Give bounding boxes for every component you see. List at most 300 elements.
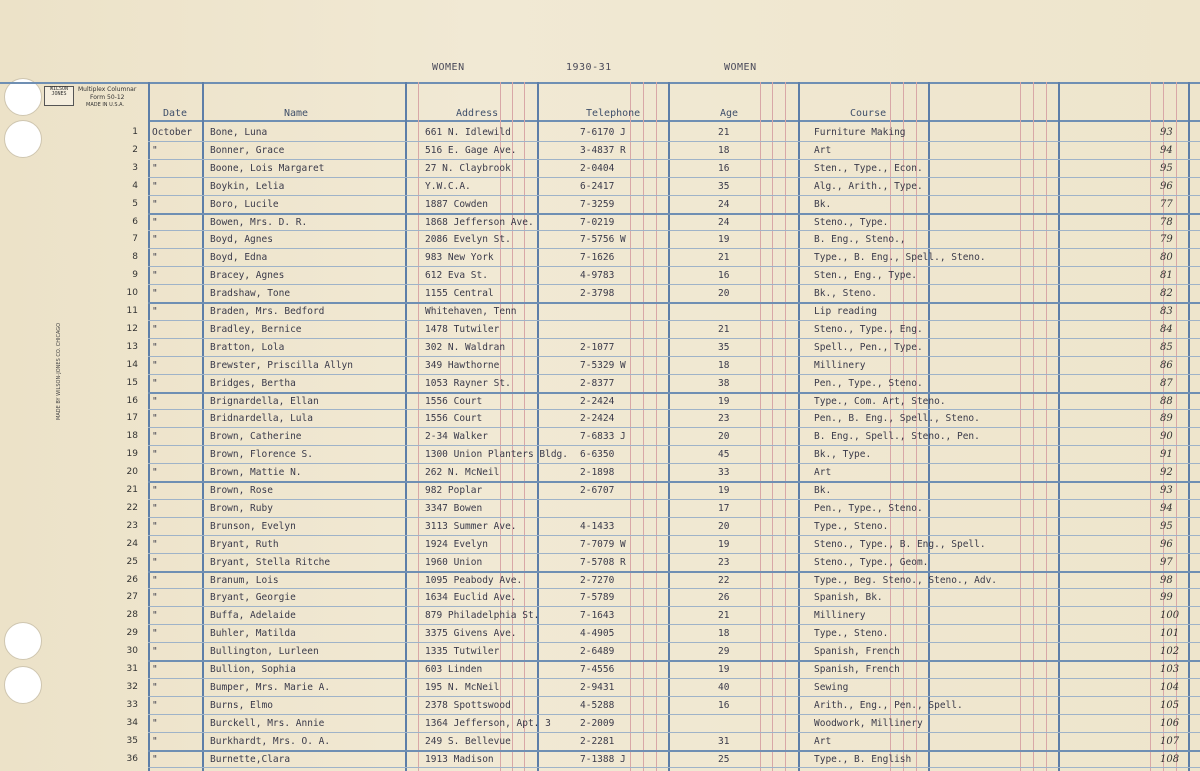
- table-row: [0, 267, 1200, 284]
- address-cell: 1913 Madison: [425, 753, 494, 765]
- address-cell: 1300 Union Planters Bldg.: [425, 449, 568, 461]
- course-cell: Steno., Type.: [814, 216, 889, 228]
- age-cell: 18: [718, 144, 730, 156]
- telephone-cell: 4-9783: [580, 270, 615, 282]
- table-row: [0, 196, 1200, 213]
- row-number: 19: [126, 449, 138, 460]
- address-cell: 249 S. Bellevue: [425, 735, 511, 747]
- course-cell: Lip reading: [814, 306, 877, 317]
- name-cell: Bryant, Ruth: [210, 538, 279, 550]
- telephone-cell: 4-5288: [580, 699, 615, 711]
- age-cell: 19: [718, 234, 730, 246]
- table-row: [0, 124, 1200, 141]
- course-cell: Millinery: [814, 610, 866, 622]
- reference-number: 80: [1160, 252, 1173, 264]
- course-cell: Sewing: [814, 681, 849, 693]
- name-cell: Branum, Lois: [210, 574, 279, 586]
- name-cell: Bumper, Mrs. Marie A.: [210, 681, 331, 693]
- course-cell: B. Eng., Spell., Steno., Pen.: [814, 431, 980, 443]
- reference-number: 83: [1160, 306, 1173, 317]
- address-cell: 3347 Bowen: [425, 502, 483, 514]
- age-cell: 45: [718, 449, 730, 461]
- date-cell: ": [152, 699, 158, 711]
- date-cell: ": [152, 323, 158, 335]
- table-row: [0, 160, 1200, 177]
- telephone-cell: 2-2424: [580, 395, 615, 407]
- maker-vertical-text: MADE BY WILSON-JONES CO. CHICAGO: [56, 322, 62, 420]
- row-number: 2: [132, 144, 138, 155]
- telephone-cell: 2-6707: [580, 485, 615, 496]
- reference-number: 96: [1160, 538, 1173, 550]
- row-number: 21: [126, 485, 138, 495]
- name-cell: Buhler, Matilda: [210, 628, 296, 640]
- address-cell: 1556 Court: [425, 395, 483, 407]
- row-number: 20: [126, 467, 138, 478]
- table-row: [0, 661, 1200, 678]
- reference-number: 102: [1160, 646, 1180, 658]
- reference-number: 105: [1160, 699, 1180, 711]
- age-cell: 21: [718, 610, 730, 622]
- course-cell: Sten., Eng., Type.: [814, 270, 917, 282]
- course-cell: Spanish, French: [814, 664, 900, 675]
- address-cell: 2086 Evelyn St.: [425, 234, 511, 246]
- date-cell: ": [152, 467, 158, 479]
- row-number: 10: [126, 288, 138, 299]
- address-cell: 3375 Givens Ave.: [425, 628, 517, 640]
- name-cell: Bullion, Sophia: [210, 664, 296, 675]
- course-cell: Pen., Type., Steno.: [814, 377, 923, 389]
- course-cell: Furniture Making: [814, 127, 906, 138]
- address-cell: 1924 Evelyn: [425, 538, 488, 550]
- reference-number: 100: [1160, 610, 1180, 622]
- form-line-1: Multiplex Columnar: [78, 86, 137, 93]
- course-cell: Art: [814, 735, 832, 747]
- telephone-cell: 2-1077: [580, 341, 615, 353]
- course-cell: Steno., Type., Eng.: [814, 323, 923, 335]
- age-cell: 19: [718, 664, 730, 675]
- row-number: 4: [132, 180, 138, 191]
- name-cell: Braden, Mrs. Bedford: [210, 306, 325, 317]
- date-cell: ": [152, 449, 158, 461]
- telephone-cell: 7-7079 W: [580, 538, 626, 550]
- telephone-cell: 7-5329 W: [580, 359, 626, 371]
- age-cell: 21: [718, 252, 730, 264]
- row-number: 22: [126, 502, 138, 513]
- reference-number: 99: [1160, 592, 1173, 604]
- table-row: [0, 214, 1200, 231]
- name-cell: Bryant, Georgie: [210, 592, 296, 604]
- course-cell: Type., B. Eng., Spell., Steno.: [814, 252, 986, 264]
- date-cell: ": [152, 574, 158, 586]
- col-header-address: Address: [456, 108, 499, 119]
- date-cell: ": [152, 198, 158, 210]
- name-cell: Buffa, Adelaide: [210, 610, 296, 622]
- course-cell: Steno., Type., Geom.: [814, 556, 929, 568]
- address-cell: 2378 Spottswood: [425, 699, 511, 711]
- name-cell: Brignardella, Ellan: [210, 395, 319, 407]
- name-cell: Brown, Ruby: [210, 502, 273, 514]
- telephone-cell: 7-1388 J: [580, 753, 626, 765]
- course-cell: Type., B. English: [814, 753, 912, 765]
- table-row: [0, 697, 1200, 714]
- name-cell: Bradshaw, Tone: [210, 288, 291, 300]
- age-cell: 25: [718, 753, 730, 765]
- telephone-cell: 7-1626: [580, 252, 615, 264]
- name-cell: Bridnardella, Lula: [210, 413, 313, 425]
- telephone-cell: 6-2417: [580, 180, 615, 192]
- row-number: 8: [132, 252, 138, 263]
- date-cell: ": [152, 717, 158, 729]
- age-cell: 20: [718, 288, 730, 300]
- course-cell: Art: [814, 144, 832, 156]
- age-cell: 24: [718, 216, 730, 228]
- address-cell: 1556 Court: [425, 413, 483, 425]
- row-number: 3: [132, 162, 138, 173]
- address-cell: 1868 Jefferson Ave.: [425, 216, 534, 228]
- telephone-cell: 2-9431: [580, 681, 615, 693]
- form-line-3: MADE IN U.S.A.: [86, 102, 125, 108]
- row-rule: [148, 767, 1200, 768]
- address-cell: 262 N. McNeil: [425, 467, 500, 479]
- course-cell: B. Eng., Steno.,: [814, 234, 906, 246]
- table-row: [0, 142, 1200, 159]
- row-number: 24: [126, 538, 138, 549]
- address-cell: 1960 Union: [425, 556, 483, 568]
- reference-number: 77: [1160, 198, 1173, 210]
- name-cell: Boyd, Edna: [210, 252, 268, 264]
- course-cell: Bk.: [814, 485, 832, 496]
- row-number: 11: [126, 306, 138, 316]
- age-cell: 22: [718, 574, 730, 586]
- address-cell: 1053 Rayner St.: [425, 377, 511, 389]
- course-cell: Pen., B. Eng., Spell., Steno.: [814, 413, 980, 425]
- course-cell: Type., Beg. Steno., Steno., Adv.: [814, 574, 998, 586]
- age-cell: 35: [718, 341, 730, 353]
- address-cell: 879 Philadelphia St.: [425, 610, 540, 622]
- col-header-date: Date: [163, 108, 188, 119]
- row-number: 12: [126, 323, 138, 334]
- name-cell: Brown, Catherine: [210, 431, 302, 443]
- row-number: 9: [132, 270, 138, 281]
- title-women-left: WOMEN: [432, 62, 465, 73]
- address-cell: 27 N. Claybrook: [425, 162, 511, 174]
- age-cell: 31: [718, 735, 730, 747]
- age-cell: 16: [718, 162, 730, 174]
- date-cell: ": [152, 144, 158, 156]
- table-row: [0, 536, 1200, 553]
- row-number: 36: [126, 753, 138, 764]
- table-row: [0, 339, 1200, 356]
- name-cell: Brewster, Priscilla Allyn: [210, 359, 353, 371]
- course-cell: Art: [814, 467, 832, 479]
- course-cell: Spell., Pen., Type.: [814, 341, 923, 353]
- col-header-name: Name: [284, 108, 309, 119]
- age-cell: 33: [718, 467, 730, 479]
- table-row: [0, 733, 1200, 750]
- age-cell: 35: [718, 180, 730, 192]
- address-cell: 1478 Tutwiler: [425, 323, 500, 335]
- name-cell: Brown, Rose: [210, 485, 273, 496]
- telephone-cell: 4-1433: [580, 520, 615, 532]
- reference-number: 81: [1160, 270, 1173, 282]
- telephone-cell: 2-2281: [580, 735, 615, 747]
- reference-number: 106: [1160, 717, 1180, 729]
- date-cell: ": [152, 681, 158, 693]
- date-cell: ": [152, 431, 158, 443]
- date-cell: ": [152, 592, 158, 604]
- age-cell: 23: [718, 413, 730, 425]
- name-cell: Bryant, Stella Ritche: [210, 556, 331, 568]
- row-number: 34: [126, 717, 138, 728]
- course-cell: Spanish, French: [814, 646, 900, 658]
- reference-number: 89: [1160, 413, 1173, 425]
- age-cell: 20: [718, 431, 730, 443]
- name-cell: Bradley, Bernice: [210, 323, 302, 335]
- reference-number: 95: [1160, 520, 1173, 532]
- age-cell: 18: [718, 359, 730, 371]
- date-cell: ": [152, 485, 158, 496]
- telephone-cell: 7-1643: [580, 610, 615, 622]
- row-number: 32: [126, 681, 138, 692]
- table-row: [0, 303, 1200, 320]
- telephone-cell: 7-6170 J: [580, 127, 626, 138]
- address-cell: 612 Eva St.: [425, 270, 488, 282]
- telephone-cell: 2-6489: [580, 646, 615, 658]
- row-number: 18: [126, 431, 138, 442]
- table-row: [0, 393, 1200, 410]
- row-number: 1: [132, 127, 138, 137]
- course-cell: Sten., Type., Econ.: [814, 162, 923, 174]
- telephone-cell: 2-2009: [580, 717, 615, 729]
- row-number: 33: [126, 699, 138, 710]
- telephone-cell: 7-4556: [580, 664, 615, 675]
- table-row: [0, 518, 1200, 535]
- age-cell: 26: [718, 592, 730, 604]
- title-women-right: WOMEN: [724, 62, 757, 73]
- address-cell: Y.W.C.A.: [425, 180, 471, 192]
- course-cell: Type., Com. Art, Steno.: [814, 395, 946, 407]
- brand-logo: WILSON JONES: [44, 86, 74, 106]
- reference-number: 94: [1160, 144, 1173, 156]
- table-row: [0, 464, 1200, 481]
- name-cell: Boyd, Agnes: [210, 234, 273, 246]
- telephone-cell: 7-5756 W: [580, 234, 626, 246]
- form-line-2: Form 50-12: [90, 94, 125, 101]
- row-number: 23: [126, 520, 138, 531]
- age-cell: 21: [718, 127, 730, 138]
- telephone-cell: 7-0219: [580, 216, 615, 228]
- name-cell: Boro, Lucile: [210, 198, 279, 210]
- row-number: 7: [132, 234, 138, 245]
- reference-number: 85: [1160, 341, 1173, 353]
- age-cell: 38: [718, 377, 730, 389]
- table-row: [0, 375, 1200, 392]
- date-cell: ": [152, 252, 158, 264]
- reference-number: 97: [1160, 556, 1173, 568]
- address-cell: 661 N. Idlewild: [425, 127, 511, 138]
- table-row: [0, 482, 1200, 499]
- date-cell: ": [152, 341, 158, 353]
- col-header-telephone: Telephone: [586, 108, 641, 119]
- row-number: 13: [126, 341, 138, 352]
- name-cell: Burnette,Clara: [210, 753, 291, 765]
- reference-number: 79: [1160, 234, 1173, 246]
- age-cell: 23: [718, 556, 730, 568]
- telephone-cell: 7-5789: [580, 592, 615, 604]
- address-cell: 2-34 Walker: [425, 431, 488, 443]
- address-cell: 1095 Peabody Ave.: [425, 574, 523, 586]
- address-cell: 349 Hawthorne: [425, 359, 500, 371]
- row-number: 30: [126, 646, 138, 657]
- name-cell: Bratton, Lola: [210, 341, 285, 353]
- name-cell: Bullington, Lurleen: [210, 646, 319, 658]
- age-cell: 16: [718, 699, 730, 711]
- row-number: 31: [126, 664, 138, 674]
- reference-number: 96: [1160, 180, 1173, 192]
- table-row: [0, 679, 1200, 696]
- row-number: 29: [126, 628, 138, 639]
- age-cell: 18: [718, 628, 730, 640]
- reference-number: 91: [1160, 449, 1173, 461]
- row-number: 5: [132, 198, 138, 209]
- telephone-cell: 2-0404: [580, 162, 615, 174]
- age-cell: 20: [718, 520, 730, 532]
- course-cell: Steno., Type., B. Eng., Spell.: [814, 538, 986, 550]
- table-row: [0, 554, 1200, 571]
- table-row: [0, 446, 1200, 463]
- telephone-cell: 7-5708 R: [580, 556, 626, 568]
- name-cell: Boone, Lois Margaret: [210, 162, 325, 174]
- age-cell: 24: [718, 198, 730, 210]
- reference-number: 92: [1160, 467, 1173, 479]
- age-cell: 19: [718, 538, 730, 550]
- header-bottom-rule: [148, 120, 1200, 122]
- table-row: [0, 410, 1200, 427]
- table-row: [0, 321, 1200, 338]
- date-cell: ": [152, 306, 158, 317]
- reference-number: 108: [1160, 753, 1180, 765]
- table-row: [0, 607, 1200, 624]
- date-cell: ": [152, 646, 158, 658]
- row-number: 16: [126, 395, 138, 406]
- row-number: 6: [132, 216, 138, 227]
- date-cell: ": [152, 216, 158, 228]
- address-cell: 195 N. McNeil: [425, 681, 500, 693]
- telephone-cell: 2-3798: [580, 288, 615, 300]
- course-cell: Bk., Steno.: [814, 288, 877, 300]
- reference-number: 107: [1160, 735, 1180, 747]
- address-cell: 1887 Cowden: [425, 198, 488, 210]
- telephone-cell: 7-3259: [580, 198, 615, 210]
- age-cell: 40: [718, 681, 730, 693]
- address-cell: 983 New York: [425, 252, 494, 264]
- address-cell: 982 Poplar: [425, 485, 483, 496]
- row-number: 35: [126, 735, 138, 746]
- name-cell: Bracey, Agnes: [210, 270, 285, 282]
- row-number: 27: [126, 592, 138, 603]
- age-cell: 16: [718, 270, 730, 282]
- table-row: [0, 625, 1200, 642]
- row-number: 28: [126, 610, 138, 621]
- table-row: [0, 500, 1200, 517]
- age-cell: 19: [718, 485, 730, 496]
- table-row: [0, 589, 1200, 606]
- name-cell: Bone, Luna: [210, 127, 268, 138]
- date-cell: ": [152, 234, 158, 246]
- table-row: [0, 178, 1200, 195]
- date-cell: ": [152, 735, 158, 747]
- telephone-cell: 2-8377: [580, 377, 615, 389]
- reference-number: 88: [1160, 395, 1173, 407]
- date-cell: ": [152, 610, 158, 622]
- reference-number: 78: [1160, 216, 1173, 228]
- telephone-cell: 3-4837 R: [580, 144, 626, 156]
- course-cell: Bk., Type.: [814, 449, 872, 461]
- name-cell: Burns, Elmo: [210, 699, 273, 711]
- table-row: [0, 715, 1200, 732]
- table-row: [0, 428, 1200, 445]
- table-row: [0, 751, 1200, 768]
- name-cell: Bonner, Grace: [210, 144, 285, 156]
- reference-number: 90: [1160, 431, 1173, 443]
- name-cell: Boykin, Lelia: [210, 180, 285, 192]
- address-cell: 1155 Central: [425, 288, 494, 300]
- reference-number: 103: [1160, 664, 1180, 675]
- date-cell: ": [152, 556, 158, 568]
- reference-number: 95: [1160, 162, 1173, 174]
- telephone-cell: 7-6833 J: [580, 431, 626, 443]
- reference-number: 104: [1160, 681, 1180, 693]
- course-cell: Type., Steno.: [814, 628, 889, 640]
- telephone-cell: 6-6350: [580, 449, 615, 461]
- reference-number: 93: [1160, 127, 1173, 138]
- address-cell: 3113 Summer Ave.: [425, 520, 517, 532]
- telephone-cell: 2-7270: [580, 574, 615, 586]
- telephone-cell: 2-2424: [580, 413, 615, 425]
- title-year: 1930-31: [566, 62, 612, 73]
- date-cell: ": [152, 377, 158, 389]
- row-number: 26: [126, 574, 138, 585]
- course-cell: Spanish, Bk.: [814, 592, 883, 604]
- col-header-course: Course: [850, 108, 887, 119]
- date-cell: ": [152, 502, 158, 514]
- reference-number: 94: [1160, 502, 1173, 514]
- date-cell: ": [152, 270, 158, 282]
- row-number: 25: [126, 556, 138, 567]
- date-cell: ": [152, 395, 158, 407]
- date-cell: ": [152, 628, 158, 640]
- date-cell: ": [152, 162, 158, 174]
- name-cell: Bridges, Bertha: [210, 377, 296, 389]
- reference-number: 84: [1160, 323, 1173, 335]
- age-cell: 21: [718, 323, 730, 335]
- address-cell: 603 Linden: [425, 664, 483, 675]
- table-row: [0, 285, 1200, 302]
- address-cell: Whitehaven, Tenn: [425, 306, 517, 317]
- course-cell: Woodwork, Millinery: [814, 717, 923, 729]
- reference-number: 86: [1160, 359, 1173, 371]
- course-cell: Millinery: [814, 359, 866, 371]
- date-cell: ": [152, 538, 158, 550]
- course-cell: Bk.: [814, 198, 832, 210]
- reference-number: 101: [1160, 628, 1180, 640]
- age-cell: 17: [718, 502, 730, 514]
- name-cell: Bowen, Mrs. D. R.: [210, 216, 308, 228]
- table-row: [0, 231, 1200, 248]
- date-cell: ": [152, 753, 158, 765]
- name-cell: Brunson, Evelyn: [210, 520, 296, 532]
- address-cell: 302 N. Waldran: [425, 341, 506, 353]
